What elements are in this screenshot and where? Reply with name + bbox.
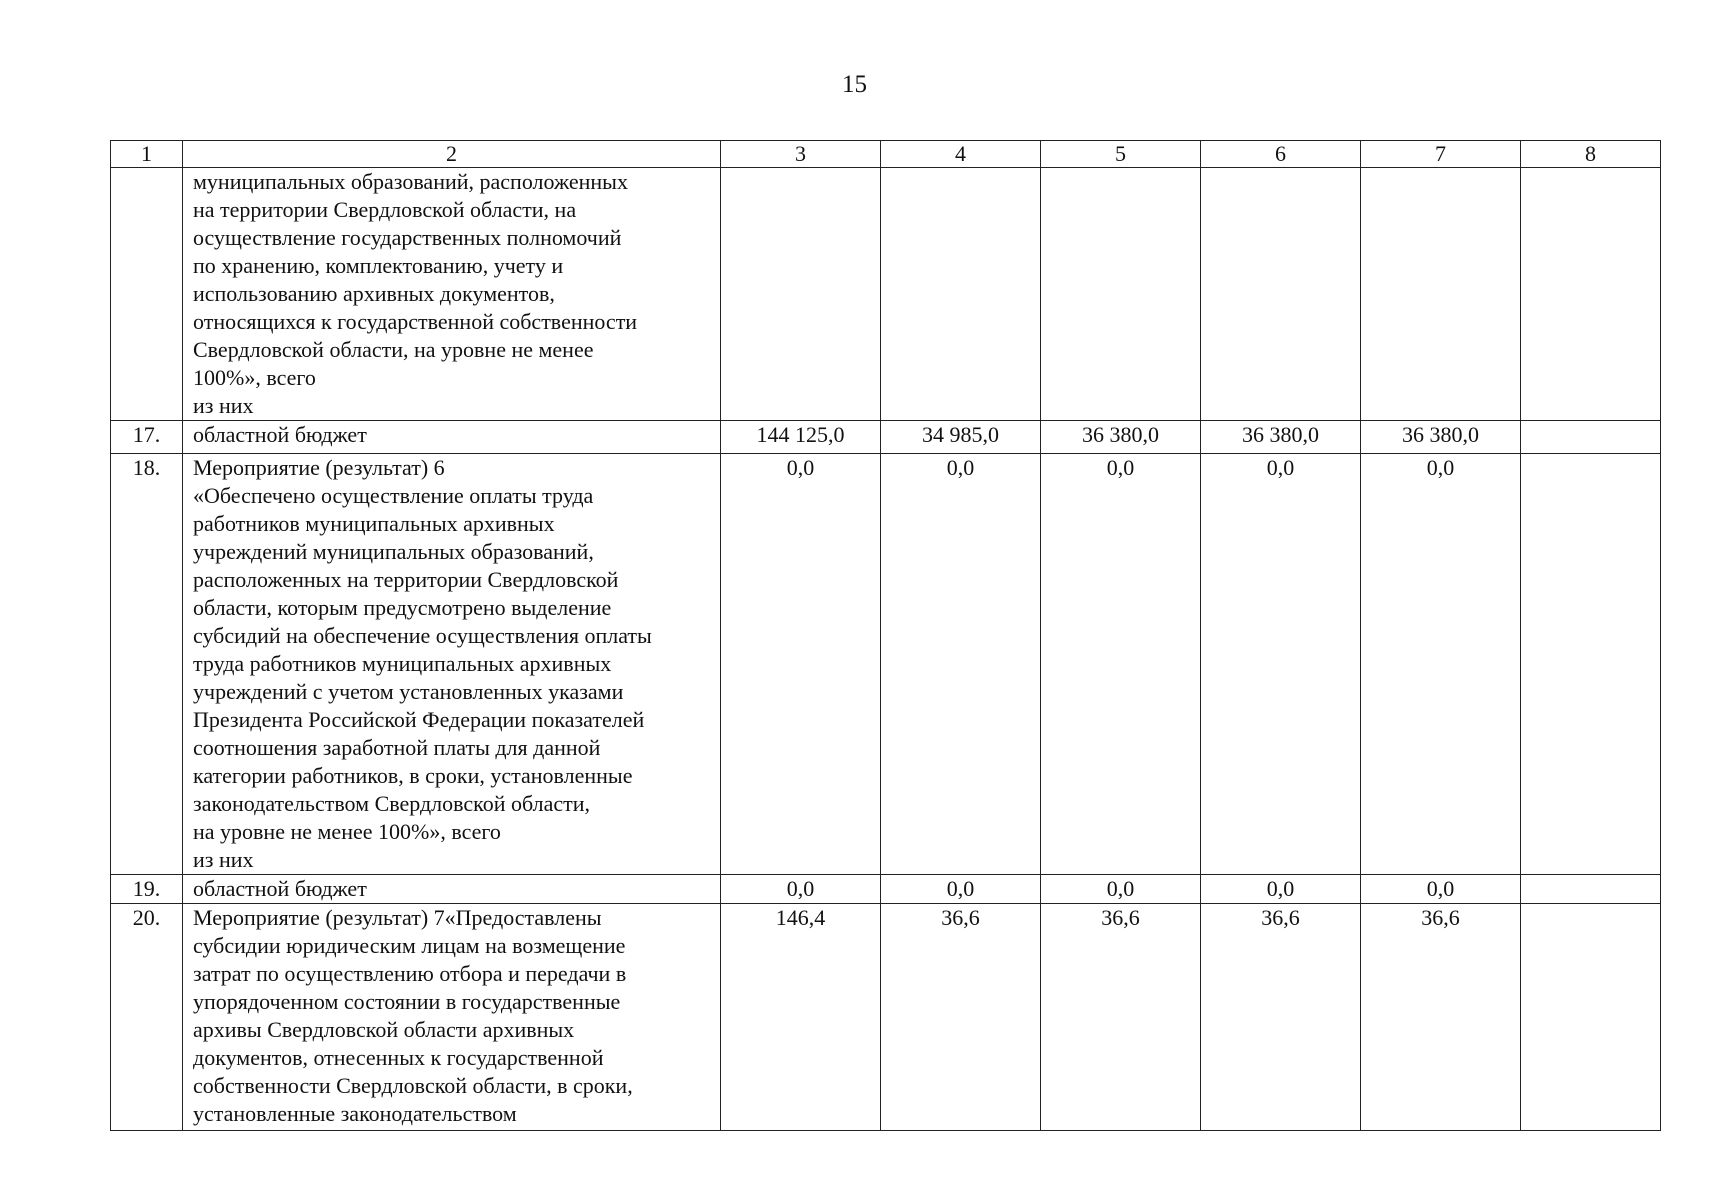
budget-table (110, 140, 1661, 1131)
cell-col-5: 0,0 (1041, 875, 1201, 904)
row-number: 18. (111, 454, 183, 875)
cell-col-7: 36,6 (1361, 904, 1521, 1131)
cell-col-6: 0,0 (1201, 454, 1361, 875)
column-header-8: 8 (1521, 141, 1661, 168)
cell-col-3: 146,4 (721, 904, 881, 1131)
budget-table-container (110, 140, 1660, 1131)
cell-col-5: 0,0 (1041, 454, 1201, 875)
cell-col-6 (1201, 168, 1361, 421)
cell-col-7: 36 380,0 (1361, 421, 1521, 454)
cell-col-5: 36,6 (1041, 904, 1201, 1131)
column-header-3: 3 (721, 141, 881, 168)
table-row (111, 904, 1661, 1131)
cell-col-8 (1521, 875, 1661, 904)
cell-col-7: 0,0 (1361, 875, 1521, 904)
table-row (111, 168, 1661, 421)
cell-col-7: 0,0 (1361, 454, 1521, 875)
cell-col-8 (1521, 904, 1661, 1131)
column-header-6: 6 (1201, 141, 1361, 168)
row-description: муниципальных образований, расположенных на территории Свердловской области, на осуществление государственных полномочий по хранению, комплектованию, учету и использованию архивных документов, относящихся к государственной собственности Свердловской области, на уровне не менее 100%», всего из них (183, 168, 721, 421)
table-row (111, 875, 1661, 904)
row-number: 19. (111, 875, 183, 904)
row-number: 20. (111, 904, 183, 1131)
column-header-7: 7 (1361, 141, 1521, 168)
cell-col-4: 0,0 (881, 875, 1041, 904)
page-number: 15 (842, 71, 867, 98)
table-row (111, 454, 1661, 875)
column-header-4: 4 (881, 141, 1041, 168)
column-number-row (111, 141, 1661, 168)
cell-col-3 (721, 168, 881, 421)
row-number: 17. (111, 421, 183, 454)
cell-col-6: 36 380,0 (1201, 421, 1361, 454)
cell-col-5: 36 380,0 (1041, 421, 1201, 454)
column-header-1: 1 (111, 141, 183, 168)
cell-col-4: 36,6 (881, 904, 1041, 1131)
row-number (111, 168, 183, 421)
row-description: Мероприятие (результат) 7«Предоставлены субсидии юридическим лицам на возмещение затрат по осуществлению отбора и передачи в упорядоченном состоянии в государственные архивы Свердловской области архивных документов, отнесенных к государственной собственности Свердловской области, в сроки, установленные законодательством (183, 904, 721, 1131)
row-description: областной бюджет (183, 421, 721, 454)
cell-col-4: 34 985,0 (881, 421, 1041, 454)
cell-col-4 (881, 168, 1041, 421)
cell-col-3: 0,0 (721, 875, 881, 904)
cell-col-8 (1521, 168, 1661, 421)
cell-col-3: 0,0 (721, 454, 881, 875)
cell-col-6: 0,0 (1201, 875, 1361, 904)
cell-col-8 (1521, 421, 1661, 454)
cell-col-3: 144 125,0 (721, 421, 881, 454)
row-description: областной бюджет (183, 875, 721, 904)
cell-col-5 (1041, 168, 1201, 421)
table-row (111, 421, 1661, 454)
column-header-5: 5 (1041, 141, 1201, 168)
cell-col-7 (1361, 168, 1521, 421)
row-description: Мероприятие (результат) 6 «Обеспечено осуществление оплаты труда работников муниципальных архивных учреждений муниципальных образований, расположенных на территории Свердловской области, которым предусмотрено выделение субсидий на обеспечение осуществления оплаты труда работников муниципальных архивных учреждений с учетом установленных указами Президента Российской Федерации показателей соотношения заработной платы для данной категории работников, в сроки, установленные законодательством Свердловской области, на уровне не менее 100%», всего из них (183, 454, 721, 875)
column-header-2: 2 (183, 141, 721, 168)
cell-col-4: 0,0 (881, 454, 1041, 875)
cell-col-8 (1521, 454, 1661, 875)
cell-col-6: 36,6 (1201, 904, 1361, 1131)
